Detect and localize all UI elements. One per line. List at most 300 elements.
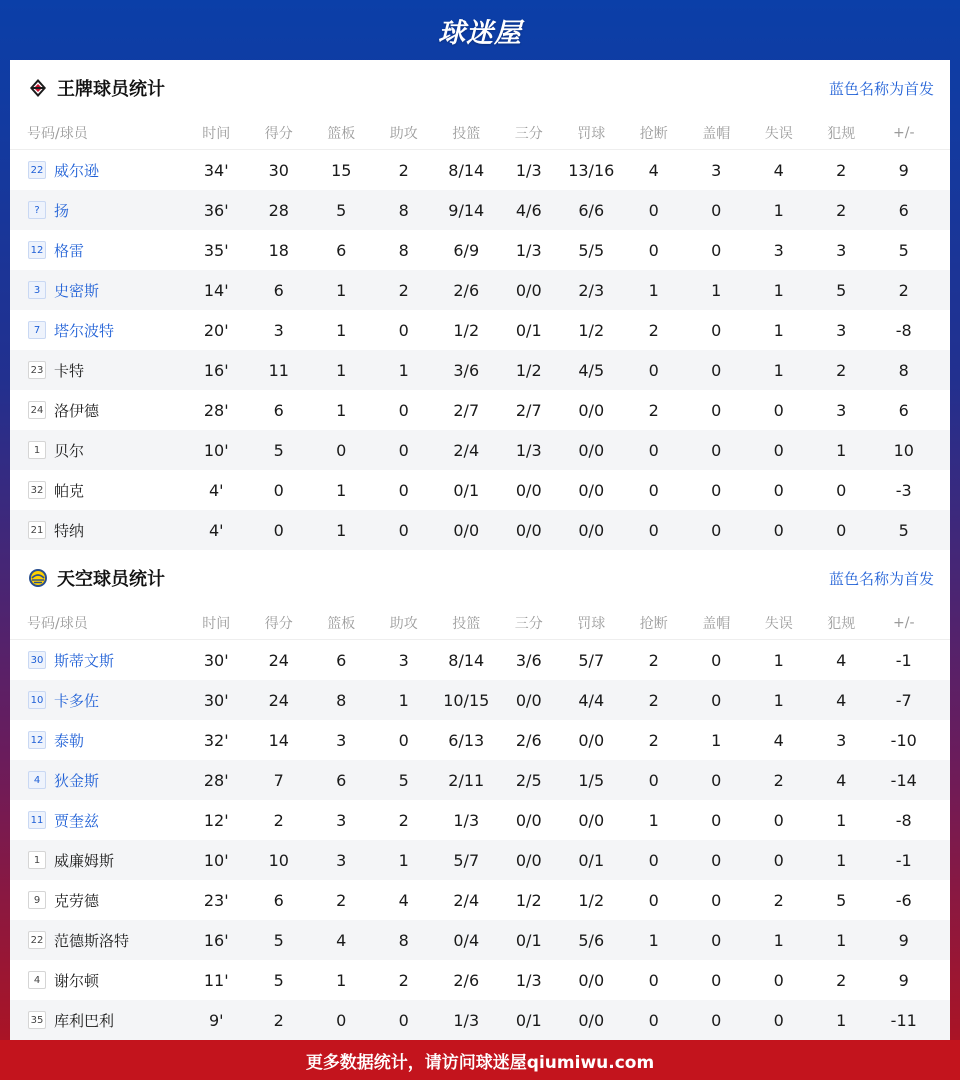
stat-cell: 1/2 [453,320,480,340]
player-name[interactable]: 帕克 [54,481,85,500]
player-name[interactable]: 谢尔顿 [54,971,100,990]
stat-cell: 0 [773,440,784,460]
stat-cell: 1/2 [578,320,605,340]
stat-cell: 0/0 [453,520,480,540]
stat-cell: 1/3 [515,160,542,180]
player-name[interactable]: 卡特 [54,361,85,380]
aces-logo-icon [28,78,48,98]
stat-cell: 2/11 [448,770,485,790]
player-row[interactable] [10,640,950,680]
player-cell [10,970,185,991]
stat-cell: 2/5 [515,770,542,790]
stat-cell: 2 [273,1010,284,1030]
player-name[interactable]: 格雷 [54,241,85,260]
player-row[interactable] [10,190,950,230]
section-title: 王牌球员统计 [57,79,165,100]
stat-cell: 0 [711,970,722,990]
stat-cell: 1/2 [515,360,542,380]
brand-logo: 球迷屋 [438,17,522,49]
stat-cell: -10 [890,730,917,750]
stat-cell: 1 [398,360,409,380]
jersey-number-badge: 12 [28,241,46,259]
stat-cell: 0 [648,360,659,380]
stat-cell: 4 [773,730,784,750]
stat-cell: -11 [890,1010,917,1030]
column-header-row [10,606,950,640]
stat-cell: 30' [203,690,229,710]
stat-cell: 2 [648,320,659,340]
player-cell [10,360,185,381]
column-header: 时间 [202,125,231,142]
jersey-number-badge: 22 [28,931,46,949]
player-name[interactable]: 泰勒 [54,731,85,750]
stat-cell: 0 [836,520,847,540]
player-cell [10,850,185,871]
column-header: 犯规 [827,125,856,142]
column-header: 时间 [202,615,231,632]
stat-cell: 5 [898,240,909,260]
stat-cell: 5 [273,970,284,990]
stat-cell: 2 [648,400,659,420]
jersey-number-badge: 1 [28,441,46,459]
stat-cell: 3 [836,320,847,340]
stat-cell: 3/6 [453,360,480,380]
stat-cell: 6/9 [453,240,480,260]
jersey-number-badge: 3 [28,281,46,299]
column-header: 盖帽 [702,615,731,632]
stat-cell: 1 [773,360,784,380]
stat-cell: -7 [895,690,912,710]
stat-cell: 4 [836,650,847,670]
stat-cell: 9' [208,1010,224,1030]
stat-cell: 16' [203,360,229,380]
stat-cell: 0/0 [578,400,605,420]
stat-cell: 10 [893,440,914,460]
stat-cell: 6 [273,280,284,300]
stat-cell: 30' [203,650,229,670]
player-row[interactable] [10,230,950,270]
stat-cell: 32' [203,730,229,750]
player-cell [10,770,185,791]
player-name[interactable]: 克劳德 [54,891,100,910]
stat-cell: 1 [773,280,784,300]
stat-cell: 0 [711,320,722,340]
jersey-number-badge: 35 [28,1011,46,1029]
stat-cell: 0/0 [578,1010,605,1030]
stat-cell: 1/3 [515,240,542,260]
stat-cell: 3 [773,240,784,260]
column-header: 号码/球员 [27,615,88,632]
stat-cell: 1 [836,930,847,950]
stat-cell: 1/2 [515,890,542,910]
stat-cell: 1 [836,850,847,870]
stat-cell: 0 [398,480,409,500]
player-cell [10,480,185,501]
stat-cell: 5 [273,440,284,460]
stat-cell: 6 [336,770,347,790]
stat-cell: 6 [273,400,284,420]
column-header: 投篮 [452,125,481,142]
stat-cell: 1 [648,930,659,950]
stat-cell: 0/0 [578,480,605,500]
stat-cell: 0/0 [578,730,605,750]
player-name[interactable]: 斯蒂文斯 [54,651,115,670]
stat-cell: 2 [398,160,409,180]
jersey-number-badge: 32 [28,481,46,499]
player-name[interactable]: 卡多佐 [54,691,100,710]
stat-cell: 6 [336,240,347,260]
stat-cell: 0/0 [515,480,542,500]
stat-cell: 8 [398,240,409,260]
player-name[interactable]: 范德斯洛特 [54,931,130,950]
stat-cell: 0 [773,480,784,500]
stat-cell: 0 [773,1010,784,1030]
jersey-number-badge: 9 [28,891,46,909]
player-row[interactable] [10,350,950,390]
jersey-number-badge: ? [28,201,46,219]
stat-cell: 9 [898,160,909,180]
stat-cell: 0 [711,400,722,420]
player-name[interactable]: 贾奎兹 [54,811,100,830]
player-cell [10,200,185,221]
player-name[interactable]: 洛伊德 [54,401,100,420]
column-header: 篮板 [327,615,356,632]
stat-cell: 0 [648,970,659,990]
jersey-number-badge: 23 [28,361,46,379]
jersey-number-badge: 12 [28,731,46,749]
player-row[interactable] [10,270,950,310]
player-name[interactable]: 狄金斯 [54,771,100,790]
column-header: 抢断 [639,125,668,142]
column-header: 罚球 [577,125,606,142]
stat-cell: 5 [836,890,847,910]
player-name[interactable]: 塔尔波特 [54,321,115,340]
stat-cell: 1 [336,320,347,340]
stat-cell: 1/5 [578,770,605,790]
stat-cell: 0 [711,690,722,710]
column-header: 盖帽 [702,125,731,142]
stat-cell: 11' [203,970,229,990]
stat-cell: 13/16 [568,160,615,180]
stat-cell: 36' [203,200,229,220]
stat-cell: 8/14 [448,650,485,670]
stat-cell: 0 [648,770,659,790]
stat-cell: 1 [773,930,784,950]
stat-cell: 2 [398,970,409,990]
stat-cell: 0/1 [515,930,542,950]
stat-cell: 4/6 [515,200,542,220]
column-header: 三分 [514,125,543,142]
stat-cell: 8/14 [448,160,485,180]
stat-cell: 3 [273,320,284,340]
stat-cell: -1 [895,650,912,670]
stat-cell: -1 [895,850,912,870]
stat-cell: 0/0 [578,520,605,540]
stat-cell: 5 [836,280,847,300]
player-name[interactable]: 贝尔 [54,441,85,460]
player-row[interactable] [10,430,950,470]
stat-cell: 4' [208,520,224,540]
stat-cell: 24 [268,650,289,670]
stat-cell: 3 [711,160,722,180]
stat-cell: 3 [336,810,347,830]
player-row[interactable] [10,470,950,510]
stat-cell: 1 [336,520,347,540]
stat-cell: 0 [711,930,722,950]
player-cell [10,160,185,181]
section-header [10,550,950,606]
stat-cell: 23' [203,890,229,910]
stat-cell: -14 [890,770,917,790]
player-row[interactable] [10,1000,950,1040]
stat-cell: 3 [836,400,847,420]
stat-cell: 1 [836,810,847,830]
stat-cell: 8 [398,200,409,220]
jersey-number-badge: 10 [28,691,46,709]
stat-cell: 1 [336,400,347,420]
stat-cell: 0 [648,850,659,870]
player-name[interactable]: 史密斯 [54,281,100,300]
stat-cell: 8 [398,930,409,950]
starter-legend: 蓝色名称为首发 [828,79,934,98]
stat-cell: 5/5 [578,240,605,260]
stat-cell: 14 [268,730,289,750]
stat-cell: 6/6 [578,200,605,220]
stat-cell: 5/6 [578,930,605,950]
stat-cell: 28' [203,770,229,790]
stat-cell: 0 [648,520,659,540]
jersey-number-badge: 4 [28,971,46,989]
stat-cell: 1 [648,280,659,300]
stat-cell: 0 [773,520,784,540]
stat-cell: 1/3 [453,1010,480,1030]
stat-cell: 2 [773,890,784,910]
column-header: 失误 [764,615,793,632]
stat-cell: 6 [273,890,284,910]
stat-cell: 6 [336,650,347,670]
column-header: 抢断 [639,615,668,632]
stat-cell: 16' [203,930,229,950]
stat-cell: 2/7 [515,400,542,420]
stat-cell: 2 [336,890,347,910]
stat-cell: 4 [836,770,847,790]
stat-cell: 2/4 [453,890,480,910]
player-cell [10,730,185,751]
stat-cell: 0/4 [453,930,480,950]
stat-cell: 0/0 [515,690,542,710]
stat-cell: 8 [898,360,909,380]
section-header [10,60,950,116]
stat-cell: 0 [648,240,659,260]
stat-cell: 0 [336,440,347,460]
player-row[interactable] [10,150,950,190]
column-header: 号码/球员 [27,125,88,142]
stat-cell: 0 [273,480,284,500]
stat-cell: 1/3 [515,970,542,990]
stat-cell: 6 [898,200,909,220]
player-name[interactable]: 威尔逊 [54,161,100,180]
stat-cell: 9 [898,970,909,990]
player-cell [10,280,185,301]
stat-cell: 8 [336,690,347,710]
stat-cell: 2 [898,280,909,300]
stat-cell: 0 [398,730,409,750]
team-section [10,60,950,550]
stat-cell: 0 [648,440,659,460]
stat-cell: 1/3 [453,810,480,830]
column-header: 三分 [514,615,543,632]
stat-cell: 2/6 [453,280,480,300]
team-section [10,550,950,1040]
stat-cell: 0/0 [515,280,542,300]
player-name[interactable]: 威廉姆斯 [54,851,115,870]
stat-cell: 0/1 [515,320,542,340]
stat-cell: 6 [898,400,909,420]
stat-cell: 11 [268,360,289,380]
stat-cell: 0/0 [515,810,542,830]
stat-cell: 0 [711,520,722,540]
stat-cell: 3 [336,850,347,870]
stat-cell: 4' [208,480,224,500]
player-row[interactable] [10,760,950,800]
stat-cell: 6/13 [448,730,485,750]
stat-cell: 0/0 [515,520,542,540]
player-cell [10,240,185,261]
section-title: 天空球员统计 [57,569,165,590]
stat-cell: 1 [336,480,347,500]
column-header: 罚球 [577,615,606,632]
player-row[interactable] [10,720,950,760]
stat-cell: 1 [773,200,784,220]
stat-cell: 3 [398,650,409,670]
stat-cell: 1 [836,440,847,460]
stat-cell: 2 [836,160,847,180]
column-header-row [10,116,950,150]
player-row[interactable] [10,390,950,430]
stat-cell: 0 [711,890,722,910]
stat-cell: 0 [648,1010,659,1030]
player-row[interactable] [10,880,950,920]
stat-cell: 0 [711,240,722,260]
stat-cell: 2 [836,360,847,380]
stat-cell: 1 [336,280,347,300]
stat-cell: 0/1 [578,850,605,870]
stat-cell: 0 [398,520,409,540]
sky-logo-icon [28,568,48,588]
player-name[interactable]: 库利巴利 [54,1011,115,1030]
stat-cell: 5 [898,520,909,540]
stat-cell: 7 [273,770,284,790]
player-row[interactable] [10,920,950,960]
stat-cell: 14' [203,280,229,300]
stat-cell: -3 [895,480,912,500]
stat-cell: 1 [711,730,722,750]
stat-cell: 12' [203,810,229,830]
stat-cell: 0 [273,520,284,540]
player-cell [10,930,185,951]
stat-cell: 0 [711,1010,722,1030]
stat-cell: 5 [398,770,409,790]
stat-cell: 0/1 [453,480,480,500]
stat-cell: 0 [711,480,722,500]
stat-cell: 0 [398,320,409,340]
player-name[interactable]: 特纳 [54,521,85,540]
player-row[interactable] [10,510,950,550]
stat-cell: 4 [336,930,347,950]
player-cell [10,400,185,421]
jersey-number-badge: 11 [28,811,46,829]
stat-cell: 1 [398,690,409,710]
column-header: 投篮 [452,615,481,632]
stat-cell: 1 [773,650,784,670]
stat-cell: 0 [336,1010,347,1030]
stats-card [10,60,950,1040]
jersey-number-badge: 24 [28,401,46,419]
footer-banner[interactable]: 更多数据统计，请访问球迷屋qiumiwu.com [0,1040,960,1080]
player-row[interactable] [10,840,950,880]
stat-cell: 1 [836,1010,847,1030]
player-cell [10,810,185,831]
stat-cell: 15 [331,160,352,180]
stat-cell: 2/6 [453,970,480,990]
stat-cell: 10/15 [443,690,490,710]
stat-cell: 18 [268,240,289,260]
stat-cell: 0 [773,970,784,990]
player-row[interactable] [10,800,950,840]
stat-cell: 34' [203,160,229,180]
player-row[interactable] [10,310,950,350]
player-cell [10,650,185,671]
player-name[interactable]: 扬 [54,201,70,220]
stat-cell: 1 [773,320,784,340]
column-header: 助攻 [389,125,418,142]
stat-cell: 1 [336,970,347,990]
stat-cell: 0/0 [578,970,605,990]
stat-cell: 2 [836,970,847,990]
stat-cell: 0 [711,650,722,670]
jersey-number-badge: 7 [28,321,46,339]
stat-cell: 0 [648,890,659,910]
stat-cell: 10' [203,440,229,460]
stat-cell: 0/0 [515,850,542,870]
stat-cell: 30 [268,160,289,180]
stat-cell: 10' [203,850,229,870]
stat-cell: 0 [398,1010,409,1030]
player-cell [10,520,185,541]
stat-cell: 1/3 [515,440,542,460]
stat-cell: 0 [711,200,722,220]
jersey-number-badge: 21 [28,521,46,539]
player-row[interactable] [10,960,950,1000]
player-row[interactable] [10,680,950,720]
stat-cell: 2 [648,650,659,670]
column-header: 得分 [264,125,293,142]
stat-cell: 0/0 [578,810,605,830]
jersey-number-badge: 1 [28,851,46,869]
player-cell [10,890,185,911]
stat-cell: 28' [203,400,229,420]
stat-cell: 0 [398,400,409,420]
jersey-number-badge: 22 [28,161,46,179]
stat-cell: 2 [273,810,284,830]
stat-cell: 35' [203,240,229,260]
stat-cell: 9 [898,930,909,950]
stat-cell: 5 [336,200,347,220]
stat-cell: 1 [398,850,409,870]
stat-cell: 3 [336,730,347,750]
stat-cell: 2 [648,730,659,750]
column-header: 犯规 [827,615,856,632]
